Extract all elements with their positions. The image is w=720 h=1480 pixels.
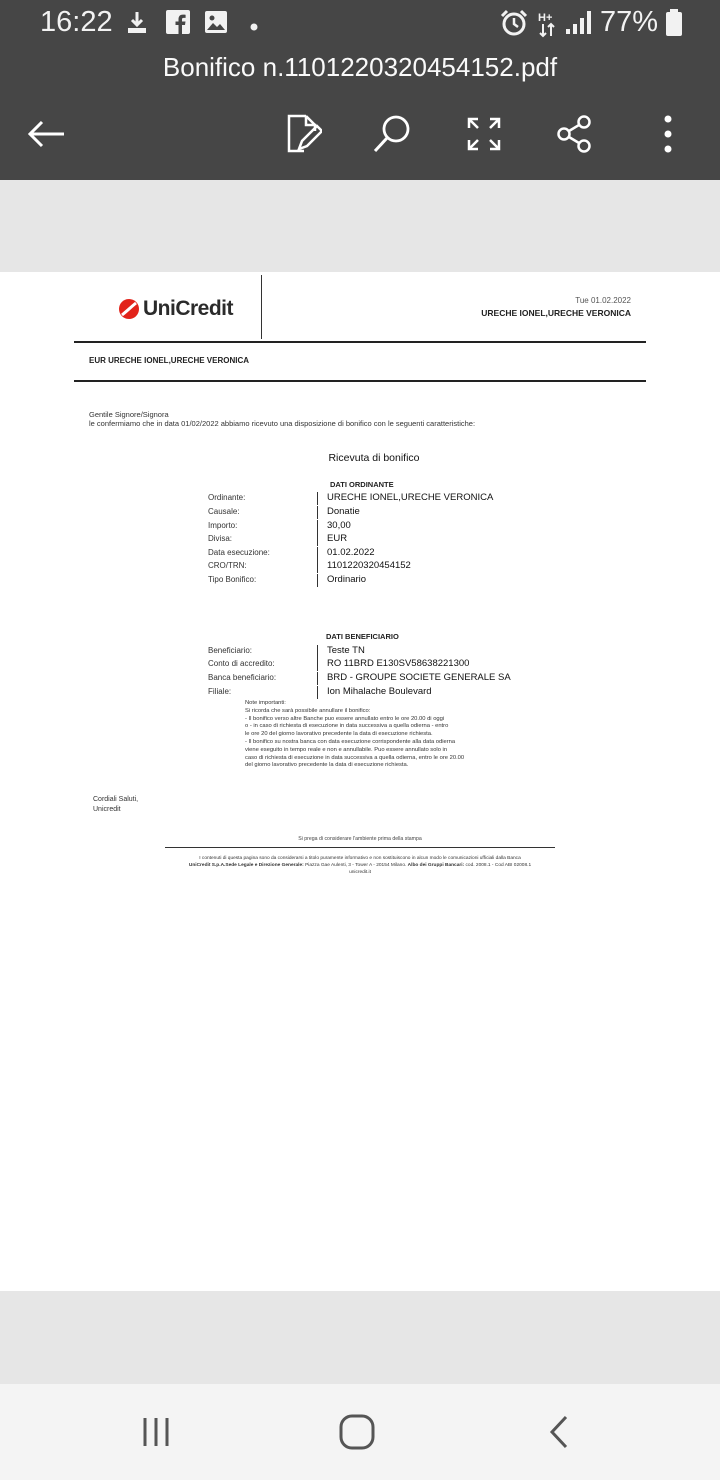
- ordinante-row: [208, 507, 608, 521]
- back-arrow-button[interactable]: [24, 112, 68, 156]
- more-options-icon: [662, 114, 674, 154]
- share-button[interactable]: [552, 112, 596, 156]
- closing-block: [93, 795, 138, 815]
- closing-greeting: Cordiali Saluti,: [93, 796, 139, 803]
- row-label: CRO/TRN:: [208, 561, 247, 570]
- ordinante-row: [208, 561, 608, 575]
- row-label: Filiale:: [208, 687, 232, 696]
- status-bar: [0, 0, 720, 48]
- row-label: Banca beneficiario:: [208, 673, 277, 682]
- dot-icon: [250, 18, 258, 36]
- beneficiario-row: [208, 687, 608, 701]
- row-value: RO 11BRD E130SV58638221300: [327, 658, 470, 669]
- footer-website: unicredit.it: [349, 870, 371, 875]
- network-type-icon: [538, 10, 560, 43]
- account-line: EUR URECHE IONEL,URECHE VERONICA: [89, 356, 250, 365]
- search-button[interactable]: [370, 112, 414, 156]
- more-options-button[interactable]: [646, 112, 690, 156]
- back-icon: [547, 1415, 571, 1449]
- row-label: Tipo Bonifico:: [208, 575, 257, 584]
- legal-footer: [165, 855, 555, 876]
- row-value: 1101220320454152: [327, 560, 411, 571]
- facebook-icon: [166, 10, 190, 39]
- greeting-block: [89, 410, 475, 428]
- row-label: Beneficiario:: [208, 646, 253, 655]
- logo-text: UniCredit: [143, 297, 233, 320]
- footer-legal-info: UniCredit S.p.A.Sede Legale e Direzione Generale: Piazza Gae Aulenti, 3 - Tower A - 20154 Milano. Albo dei Gruppi Bancari: cod. 2008.1 - Cod ABI 02008.1: [188, 863, 532, 868]
- row-value: URECHE IONEL,URECHE VERONICA: [327, 492, 494, 503]
- pdf-page[interactable]: [0, 272, 720, 1291]
- row-label: Divisa:: [208, 534, 233, 543]
- row-value: 30,00: [327, 520, 351, 531]
- row-label: Ordinante:: [208, 493, 246, 502]
- back-arrow-icon: [26, 119, 66, 149]
- fullscreen-button[interactable]: [462, 112, 506, 156]
- signal-icon: [566, 11, 594, 40]
- download-icon: [125, 10, 149, 41]
- system-nav-bar: [0, 1384, 720, 1480]
- note-line: - Il bonifico su nostra banca con data esecuzione corrispondente alla data odierna: [245, 738, 456, 745]
- note-line: o - in caso di richiesta di esecuzione in data successiva a quella odierna - entro: [245, 723, 449, 730]
- note-line: le ore 20 del giorno lavorativo precedente la data di esecuzione richiesta.: [245, 731, 433, 738]
- row-value: Teste TN: [327, 645, 365, 656]
- greeting: Gentile Signore/Signora: [89, 410, 169, 419]
- beneficiario-section-title: DATI BENEFICIARIO: [326, 632, 399, 641]
- ordinante-row: [208, 493, 608, 507]
- home-button[interactable]: [327, 1410, 387, 1454]
- edit-button[interactable]: [280, 112, 324, 156]
- row-value: EUR: [327, 533, 348, 544]
- recent-apps-icon: [140, 1416, 172, 1448]
- separator-line: [74, 341, 646, 343]
- unicredit-logo-icon: [118, 298, 140, 320]
- ordinante-section-title: DATI ORDINANTE: [330, 480, 394, 489]
- environment-note: Si prega di considerare l'ambiente prima della stampa: [298, 836, 422, 842]
- intro-text: le confermiamo che in data 01/02/2022 abbiamo ricevuto una disposizione di bonifico con le seguenti caratteristiche:: [89, 419, 476, 428]
- important-notes: [245, 700, 505, 770]
- note-line: viene eseguito in tempo reale e non e annullabile. Puo essere annullato solo in: [245, 746, 448, 753]
- ordinante-row: [208, 575, 608, 589]
- search-icon: [371, 113, 413, 155]
- beneficiario-row: [208, 659, 608, 673]
- footer-separator: [165, 847, 555, 848]
- row-value: Donatie: [327, 506, 360, 517]
- unicredit-logo: [118, 294, 248, 324]
- beneficiario-row: [208, 673, 608, 687]
- battery-icon: [665, 9, 683, 42]
- network-type: H+: [538, 12, 553, 24]
- row-value: Ordinario: [327, 574, 367, 585]
- battery-percentage: 77%: [600, 6, 659, 38]
- ordinante-row: [208, 534, 608, 548]
- alarm-icon: [500, 9, 528, 42]
- share-icon: [553, 113, 595, 155]
- header-divider: [261, 275, 262, 339]
- home-icon: [339, 1414, 375, 1450]
- note-line: - Il bonifico verso altre Banche puo essere annullato entro le ore 20.00 di oggi: [245, 715, 445, 722]
- row-label: Causale:: [208, 507, 240, 516]
- row-value: 01.02.2022: [327, 547, 375, 558]
- receipt-title: Ricevuta di bonifico: [328, 452, 420, 464]
- row-value: BRD - GROUPE SOCIETE GENERALE SA: [327, 672, 511, 683]
- note-line: Note importanti:: [245, 700, 286, 706]
- closing-signature: Unicredit: [93, 806, 121, 813]
- ordinante-row: [208, 521, 608, 535]
- header-customer-name: URECHE IONEL,URECHE VERONICA: [481, 308, 631, 318]
- row-label: Data esecuzione:: [208, 548, 270, 557]
- gallery-icon: [204, 10, 228, 39]
- note-line: del giorno lavorativo precedente la data di esecuzione richiesta.: [245, 762, 409, 769]
- status-time: 16:22: [40, 6, 113, 38]
- viewer-top-bar: [0, 0, 720, 180]
- row-label: Importo:: [208, 521, 238, 530]
- separator-line: [74, 380, 646, 382]
- document-date: Tue 01.02.2022: [575, 296, 631, 305]
- row-label: Conto di accredito:: [208, 659, 275, 668]
- fullscreen-icon: [464, 114, 504, 154]
- footer-disclaimer: I contenuti di questa pagina sono da considerarsi a titolo puramente informativo e non sostituiscono in alcun modo le comunicazioni ufficiali dalla Banca: [199, 856, 521, 861]
- back-button[interactable]: [529, 1410, 589, 1454]
- edit-icon: [282, 113, 322, 155]
- recent-apps-button[interactable]: [126, 1410, 186, 1454]
- document-title: Bonifico n.1101220320454152.pdf: [162, 52, 558, 82]
- note-line: caso di richiesta di esecuzione in data successiva a quella odierna, entro le ore 20.00: [245, 754, 465, 761]
- note-line: Si ricorda che sarà possibile annullare il bonifico:: [245, 707, 371, 714]
- row-value: Ion Mihalache Boulevard: [327, 686, 432, 697]
